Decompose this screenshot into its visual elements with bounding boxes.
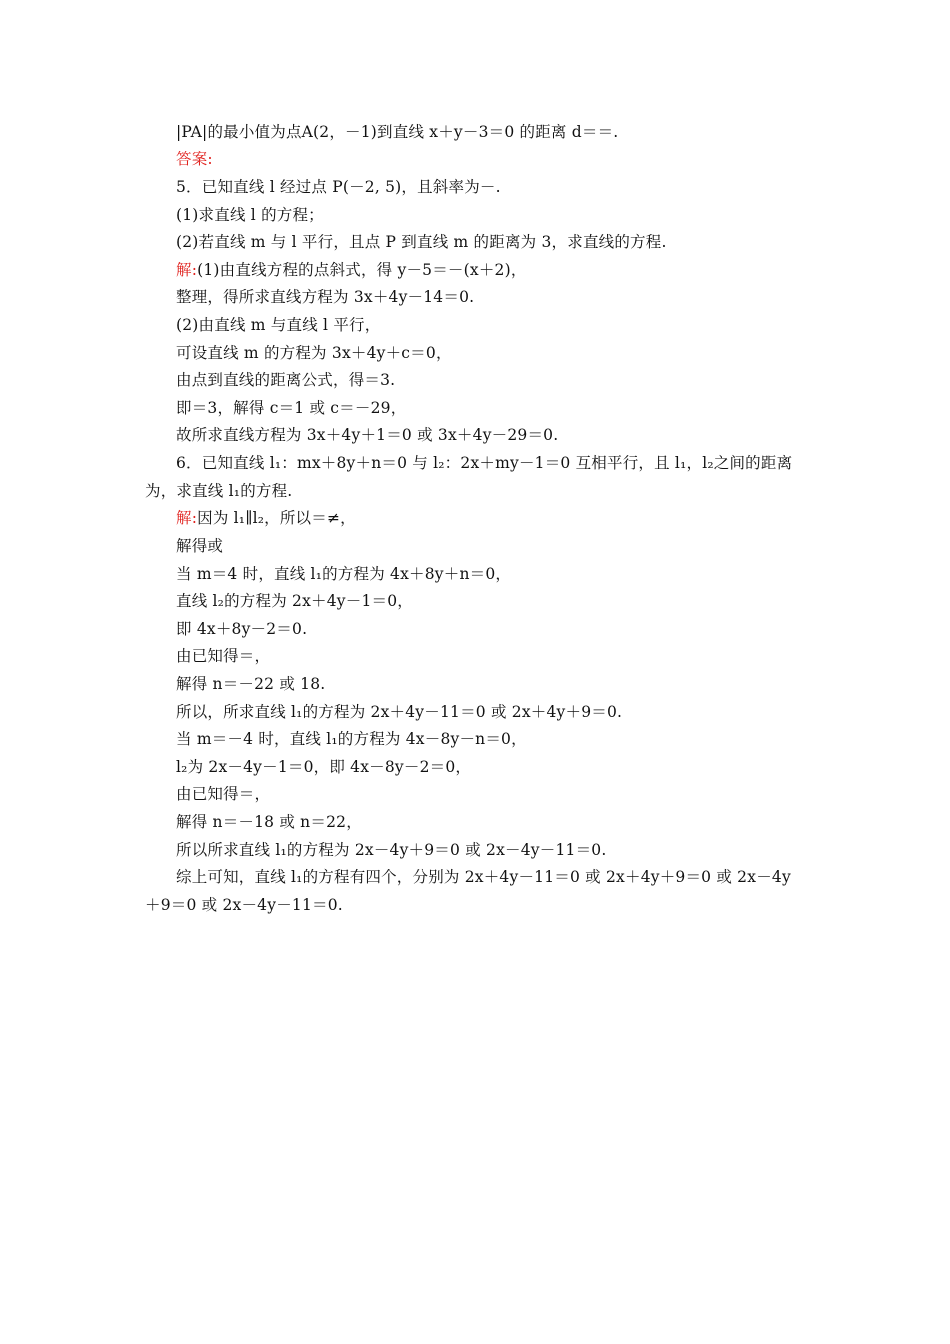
text-line: 直线 l₂的方程为 2x＋4y－1＝0， (176, 592, 413, 610)
text-line: 所以所求直线 l₁的方程为 2x－4y＋9＝0 或 2x－4y－11＝0. (176, 841, 607, 859)
text-line: (1)求直线 l 的方程； (176, 206, 324, 224)
text-line: ＋9＝0 或 2x－4y－11＝0. (145, 896, 343, 914)
text-line: |PA|的最小值为点A(2，－1)到直线 x＋y－3＝0 的距离 d＝＝. (176, 123, 619, 141)
text-line: 由点到直线的距离公式，得＝3. (176, 371, 396, 389)
text-line: 由已知得＝， (176, 785, 271, 803)
answer-label: 答案: (176, 150, 213, 168)
solution-text: 因为 l₁∥l₂，所以＝≠， (197, 509, 356, 527)
text-line: 综上可知，直线 l₁的方程有四个，分别为 2x＋4y－11＝0 或 2x＋4y＋9＝0 或 2x－4y (176, 868, 791, 886)
text-line: 当 m＝4 时，直线 l₁的方程为 4x＋8y＋n＝0， (176, 565, 512, 583)
solution-label: 解: (176, 509, 198, 527)
text-line: 解得 n＝－18 或 n＝22， (176, 813, 362, 831)
solution-line (176, 259, 527, 281)
solution-line (176, 507, 356, 529)
problem-5-title: 5．已知直线 l 经过点 P(－2, 5)，且斜率为－. (176, 178, 501, 196)
text-line: 所以，所求直线 l₁的方程为 2x＋4y－11＝0 或 2x＋4y＋9＝0. (176, 703, 623, 721)
text-line: 由已知得＝， (176, 647, 271, 665)
solution-text: (1)由直线方程的点斜式，得 y－5＝－(x＋2)， (197, 261, 527, 279)
text-line: 解得或 (176, 537, 224, 555)
text-line: 为，求直线 l₁的方程. (145, 482, 293, 500)
text-line: (2)由直线 m 与直线 l 平行， (176, 316, 381, 334)
solution-label: 解: (176, 261, 198, 279)
text-line: 整理，得所求直线方程为 3x＋4y－14＝0. (176, 288, 475, 306)
text-line: l₂为 2x－4y－1＝0，即 4x－8y－2＝0， (176, 758, 472, 776)
text-line: 当 m＝－4 时，直线 l₁的方程为 4x－8y－n＝0， (176, 730, 527, 748)
text-line: 可设直线 m 的方程为 3x＋4y＋c＝0， (176, 344, 452, 362)
text-line: 即 4x＋8y－2＝0. (176, 620, 308, 638)
problem-6-title: 6．已知直线 l₁：mx＋8y＋n＝0 与 l₂：2x＋my－1＝0 互相平行，且 l₁，l₂之间的距离 (176, 454, 793, 472)
text-line: 故所求直线方程为 3x＋4y＋1＝0 或 3x＋4y－29＝0. (176, 426, 559, 444)
text-line: (2)若直线 m 与 l 平行，且点 P 到直线 m 的距离为 3，求直线的方程. (176, 233, 667, 251)
text-line: 即＝3，解得 c＝1 或 c＝－29， (176, 399, 407, 417)
text-line: 解得 n＝－22 或 18. (176, 675, 326, 693)
